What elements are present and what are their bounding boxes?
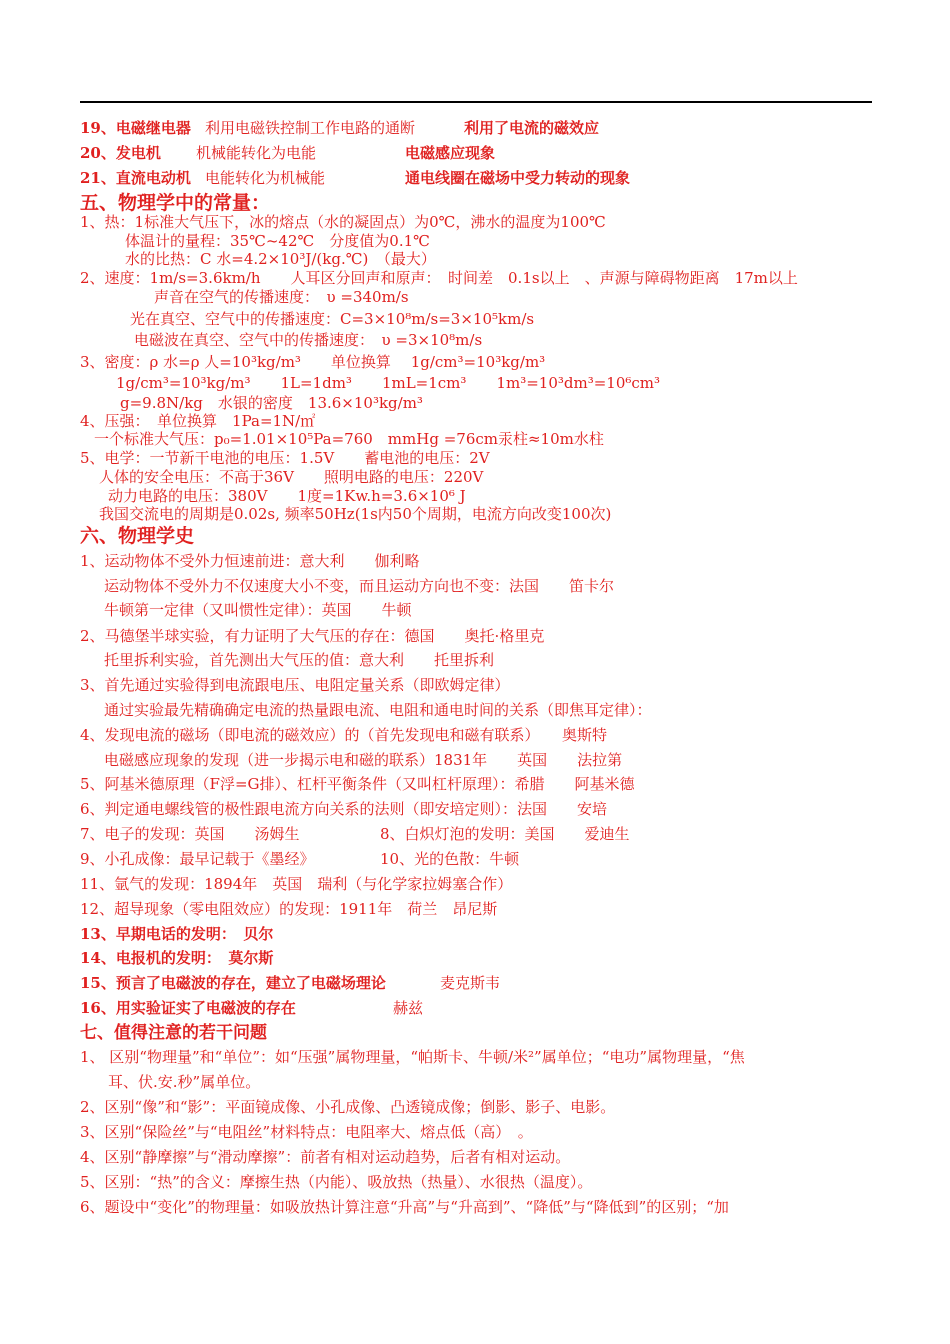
history-line: 9、小孔成像：最早记载于《墨经》: [80, 850, 315, 868]
section-5-title: 五、物理学中的常量：: [80, 192, 271, 214]
const-line: 人体的安全电压：不高于36V 照明电路的电压：220V: [99, 468, 484, 486]
history-line: 5、阿基米德原理（F浮=G排）、杠杆平衡条件（又叫杠杆原理）：希腊 阿基米德: [80, 775, 635, 793]
item-19-desc: 利用电磁铁控制工作电路的通断: [205, 119, 416, 137]
note-line: 2、区别“像”和“影”：平面镜成像、小孔成像、凸透镜成像；倒影、影子、电影。: [80, 1098, 616, 1116]
const-line: 3、密度：ρ 水=ρ 人=10³kg/m³ 单位换算 1g/cm³=10³kg/m³: [80, 353, 546, 371]
item-21-principle: 通电线圈在磁场中受力转动的现象: [405, 169, 631, 187]
item-20-principle: 电磁感应现象: [405, 144, 496, 162]
history-line: 15、预言了电磁波的存在，建立了电磁场理论: [80, 974, 386, 992]
history-line: 8、白炽灯泡的发明：美国 爱迪生: [380, 825, 630, 843]
history-line: 电磁感应现象的发现（进一步揭示电和磁的联系）1831年 英国 法拉第: [104, 751, 623, 769]
history-line: 3、首先通过实验得到电流跟电压、电阻定量关系（即欧姆定律）: [80, 676, 510, 694]
item-21-label: 21、直流电动机: [80, 169, 191, 187]
history-line: 托里拆利实验，首先测出大气压的值：意大利 托里拆利: [104, 651, 495, 669]
const-line: 4、压强： 单位换算 1Pa=1N/㎡: [80, 412, 316, 430]
history-line: 6、判定通电螺线管的极性跟电流方向关系的法则（即安培定则）：法国 安培: [80, 800, 608, 818]
history-line: 运动物体不受外力不仅速度大小不变，而且运动方向也不变：法国 笛卡尔: [104, 577, 615, 595]
history-line: 1、运动物体不受外力恒速前进：意大利 伽利略: [80, 552, 420, 570]
const-line: 水的比热：C 水=4.2×10³J/(kg.℃) （最大）: [125, 250, 436, 268]
note-line: 3、区别“保险丝”与“电阻丝”材料特点：电阻率大、熔点低（高） 。: [80, 1123, 533, 1141]
note-line: 6、题设中“变化”的物理量：如吸放热计算注意“升高”与“升高到”、“降低”与“降低到”的区别；“加: [80, 1198, 729, 1216]
history-line: 2、马德堡半球实验，有力证明了大气压的存在：德国 奥托·格里克: [80, 627, 545, 645]
history-line: 通过实验最先精确确定电流的热量跟电流、电阻和通电时间的关系（即焦耳定律）：: [104, 701, 652, 719]
item-20-desc: 机械能转化为电能: [196, 144, 317, 162]
const-line: 一个标准大气压：p₀=1.01×10⁵Pa=760 mmHg =76cm汞柱≈10m水柱: [94, 430, 604, 448]
history-line: 12、超导现象（零电阻效应）的发现：1911年 荷兰 昂尼斯: [80, 900, 498, 918]
const-line: 光在真空、空气中的传播速度：C=3×10⁸m/s=3×10⁵km/s: [130, 310, 535, 328]
const-line: 动力电路的电压：380V 1度=1Kw.h=3.6×10⁶ J: [108, 487, 466, 505]
note-line: 耳、伏.安.秒”属单位。: [108, 1073, 261, 1091]
const-line: 1、热：1标准大气压下，冰的熔点（水的凝固点）为0℃，沸水的温度为100℃: [80, 213, 606, 231]
history-line: 赫兹: [393, 999, 424, 1017]
note-line: 4、区别“静摩擦”与“滑动摩擦”：前者有相对运动趋势，后者有相对运动。: [80, 1148, 571, 1166]
history-line: 13、早期电话的发明： 贝尔: [80, 925, 274, 943]
const-line: 电磁波在真空、空气中的传播速度： υ =3×10⁸m/s: [134, 331, 483, 349]
const-line: 2、速度：1m/s=3.6km/h 人耳区分回声和原声： 时间差 0.1s以上 、声源与障碍物距离 17m以上: [80, 269, 798, 287]
const-line: g=9.8N/kg 水银的密度 13.6×10³kg/m³: [120, 394, 423, 412]
history-line: 4、发现电流的磁场（即电流的磁效应）的（首先发现电和磁有联系） 奥斯特: [80, 726, 608, 744]
history-line: 牛顿第一定律（又叫惯性定律）：英国 牛顿: [104, 601, 412, 619]
section-6-title: 六、物理学史: [80, 525, 195, 547]
const-line: 声音在空气的传播速度： υ =340m/s: [154, 288, 409, 306]
const-line: 我国交流电的周期是0.02s, 频率50Hz(1s内50个周期，电流方向改变100次): [99, 505, 612, 523]
history-line: 11、氩气的发现：1894年 英国 瑞利（与化学家拉姆塞合作）: [80, 875, 513, 893]
section-7-title: 七、值得注意的若干问题: [80, 1023, 267, 1043]
item-19-label: 19、电磁继电器: [80, 119, 191, 137]
history-line: 10、光的色散：牛顿: [380, 850, 520, 868]
item-21-desc: 电能转化为机械能: [205, 169, 326, 187]
item-19-principle: 利用了电流的磁效应: [464, 119, 600, 137]
top-rule: [80, 101, 872, 103]
history-line: 麦克斯韦: [440, 974, 501, 992]
history-line: 16、用实验证实了电磁波的存在: [80, 999, 296, 1017]
note-line: 1、 区别“物理量”和“单位”：如“压强”属物理量，“帕斯卡、牛顿/米²”属单位；“电功”属物理量，“焦: [80, 1048, 745, 1066]
const-line: 5、电学：一节新干电池的电压：1.5V 蓄电池的电压：2V: [80, 449, 490, 467]
note-line: 5、区别：“热”的含义：摩擦生热（内能）、吸放热（热量）、水很热（温度）。: [80, 1173, 593, 1191]
history-line: 7、电子的发现：英国 汤姆生: [80, 825, 300, 843]
const-line: 体温计的量程：35℃~42℃ 分度值为0.1℃: [125, 232, 430, 250]
item-20-label: 20、发电机: [80, 144, 161, 162]
history-line: 14、电报机的发明： 莫尔斯: [80, 949, 274, 967]
const-line: 1g/cm³=10³kg/m³ 1L=1dm³ 1mL=1cm³ 1m³=10³dm³=10⁶cm³: [116, 374, 661, 392]
